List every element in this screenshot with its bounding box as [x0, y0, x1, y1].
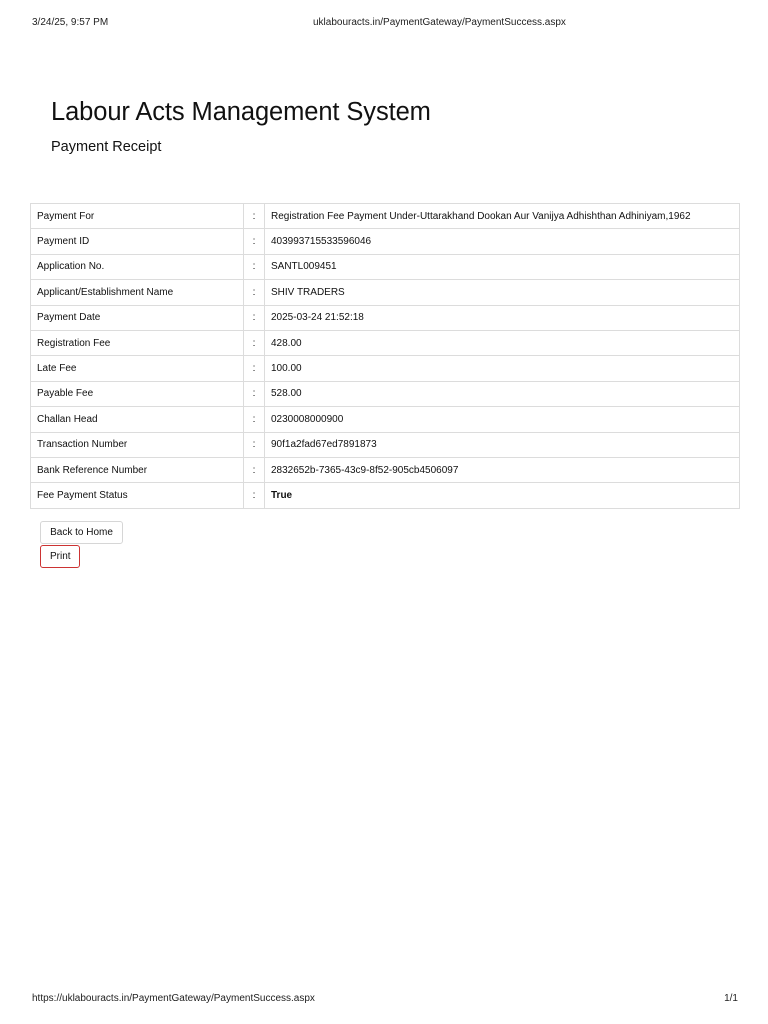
row-separator: :	[244, 204, 265, 229]
row-label: Application No.	[31, 254, 244, 279]
row-separator: :	[244, 457, 265, 482]
title-block	[51, 98, 431, 155]
page-indicator: 1/1	[724, 993, 738, 1004]
row-value-payment-date: 2025-03-24 21:52:18	[265, 305, 740, 330]
table-row	[31, 432, 740, 457]
table-row	[31, 204, 740, 229]
row-label: Registration Fee	[31, 330, 244, 355]
table-row	[31, 305, 740, 330]
row-label: Late Fee	[31, 356, 244, 381]
row-label: Applicant/Establishment Name	[31, 280, 244, 305]
row-label: Payment For	[31, 204, 244, 229]
row-separator: :	[244, 483, 265, 508]
receipt-table	[30, 203, 740, 509]
table-row	[31, 280, 740, 305]
row-separator: :	[244, 254, 265, 279]
row-label: Challan Head	[31, 407, 244, 432]
page-title: Labour Acts Management System	[51, 98, 431, 126]
table-row	[31, 483, 740, 508]
print-button[interactable]: Print	[40, 545, 80, 568]
print-datetime: 3/24/25, 9:57 PM	[32, 17, 109, 28]
row-label: Fee Payment Status	[31, 483, 244, 508]
row-value-application-no: SANTL009451	[265, 254, 740, 279]
row-value-payment-for: Registration Fee Payment Under-Uttarakhand Dookan Aur Vanijya Adhishthan Adhiniyam,1962	[265, 204, 740, 229]
row-separator: :	[244, 229, 265, 254]
table-row	[31, 407, 740, 432]
print-header	[32, 17, 736, 31]
row-separator: :	[244, 305, 265, 330]
print-footer	[32, 993, 738, 1007]
row-label: Payment ID	[31, 229, 244, 254]
row-value-late-fee: 100.00	[265, 356, 740, 381]
row-separator: :	[244, 356, 265, 381]
row-value-payment-id: 403993715533596046	[265, 229, 740, 254]
action-buttons	[40, 521, 123, 568]
row-value-payment-status: True	[265, 483, 740, 508]
row-label: Payment Date	[31, 305, 244, 330]
row-value-transaction-number: 90f1a2fad67ed7891873	[265, 432, 740, 457]
row-label: Bank Reference Number	[31, 457, 244, 482]
row-separator: :	[244, 330, 265, 355]
row-value-registration-fee: 428.00	[265, 330, 740, 355]
row-value-challan-head: 0230008000900	[265, 407, 740, 432]
row-value-payable-fee: 528.00	[265, 381, 740, 406]
row-separator: :	[244, 280, 265, 305]
row-value-bank-reference: 2832652b-7365-43c9-8f52-905cb4506097	[265, 457, 740, 482]
table-row	[31, 254, 740, 279]
row-separator: :	[244, 381, 265, 406]
row-separator: :	[244, 432, 265, 457]
table-row	[31, 381, 740, 406]
table-row	[31, 229, 740, 254]
row-label: Payable Fee	[31, 381, 244, 406]
page-subtitle: Payment Receipt	[51, 139, 162, 155]
print-header-url: uklabouracts.in/PaymentGateway/PaymentSuccess.aspx	[313, 17, 566, 28]
row-label: Transaction Number	[31, 432, 244, 457]
table-row	[31, 457, 740, 482]
row-separator: :	[244, 407, 265, 432]
table-row	[31, 356, 740, 381]
back-to-home-button[interactable]: Back to Home	[40, 521, 123, 544]
row-value-establishment-name: SHIV TRADERS	[265, 280, 740, 305]
print-footer-url: https://uklabouracts.in/PaymentGateway/PaymentSuccess.aspx	[32, 993, 315, 1004]
table-row	[31, 330, 740, 355]
